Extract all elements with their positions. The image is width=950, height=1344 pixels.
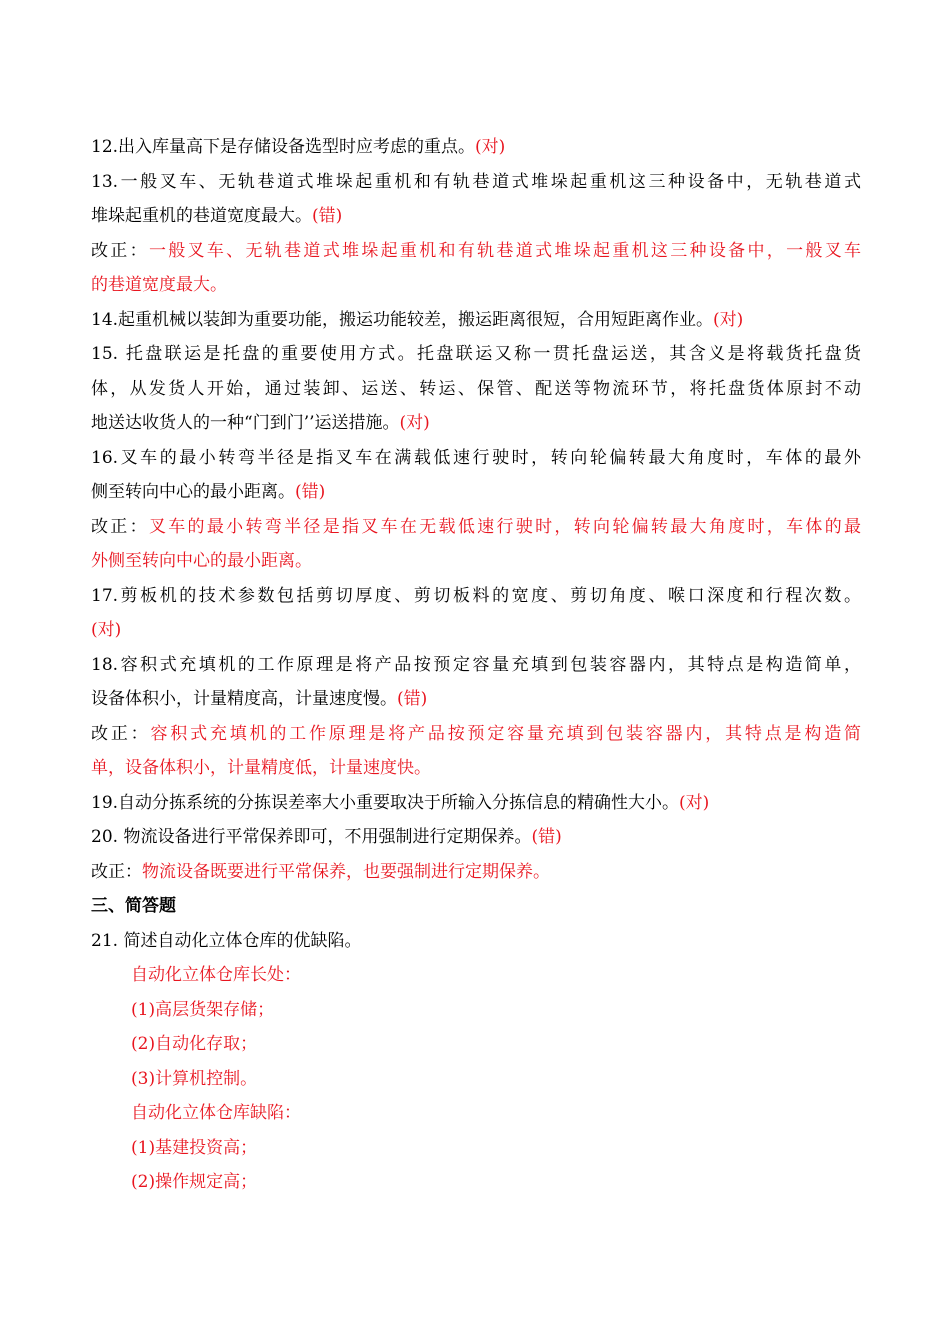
q17-answer: (对) — [91, 620, 122, 640]
q21-answer-disadvantages-title: 自动化立体仓库缺陷： — [131, 1103, 301, 1123]
correction-label: 改正： — [91, 723, 151, 744]
q20-correction-line: 改正：物流设备既要进行平常保养，也要强制进行定期保养。 — [91, 861, 550, 882]
q20-answer: (错) — [531, 827, 562, 847]
q16-answer: (错) — [295, 482, 326, 502]
q15-answer: (对) — [399, 413, 430, 433]
q18-line-2: 设备体积小，计量精度高，计量速度慢。(错) — [91, 689, 428, 709]
correction-label: 改正： — [91, 861, 142, 882]
section-heading: 三、简答题 — [91, 896, 176, 916]
q12-answer: (对) — [475, 137, 506, 157]
q13-line-2: 堆垛起重机的巷道宽度最大。(错) — [91, 206, 343, 226]
q13-correction-line-1: 改正：一般叉车、无轨巷道式堆垛起重机和有轨巷道式堆垛起重机这三种设备中，一般叉车 — [91, 240, 861, 261]
q21-advantage-3: (3)计算机控制。 — [131, 1068, 258, 1089]
q18-answer: (错) — [397, 689, 428, 709]
q19-answer: (对) — [679, 792, 710, 813]
q21-answer-advantages-title: 自动化立体仓库长处： — [131, 965, 301, 985]
q16-correction-line-1: 改正：叉车的最小转弯半径是指叉车在无载低速行驶时，转向轮偏转最大角度时，车体的最 — [91, 516, 861, 537]
correction-label: 改正： — [91, 240, 149, 261]
q13-correction-line-2: 的巷道宽度最大。 — [91, 275, 227, 295]
document-page — [91, 130, 861, 1200]
q14-line: 14.起重机械以装卸为重要功能，搬运功能较差，搬运距离很短，合用短距离作业。(对) — [91, 309, 744, 330]
q21-disadvantage-2: (2)操作规定高； — [131, 1172, 258, 1192]
q17-line-1: 17.剪板机的技术参数包括剪切厚度、剪切板料的宽度、剪切角度、喉口深度和行程次数。 — [91, 585, 861, 606]
q17-line-2 — [91, 613, 861, 648]
q18-correction-line-2: 单，设备体积小，计量精度低，计量速度快。 — [91, 758, 431, 778]
q21-line: 21. 简述自动化立体仓库的优缺陷。 — [91, 930, 362, 951]
q19-line: 19.自动分拣系统的分拣误差率大小重要取决于所输入分拣信息的精确性大小。(对) — [91, 792, 710, 813]
q20-line: 20. 物流设备进行平常保养即可，不用强制进行定期保养。(错) — [91, 827, 562, 847]
q16-line-1: 16.叉车的最小转弯半径是指叉车在满载低速行驶时，转向轮偏转最大角度时，车体的最外 — [91, 447, 861, 468]
q21-advantage-2: (2)自动化存取； — [131, 1034, 258, 1054]
q18-correction-line-1: 改正：容积式充填机的工作原理是将产品按预定容量充填到包装容器内，其特点是构造简 — [91, 723, 861, 744]
correction-label: 改正： — [91, 516, 149, 537]
q13-answer: (错) — [312, 206, 343, 226]
q15-line-2: 体，从发货人开始，通过装卸、运送、转运、保管、配送等物流环节，将托盘货体原封不动 — [91, 378, 861, 399]
q15-line-1: 15. 托盘联运是托盘的重要使用方式。托盘联运又称一贯托盘运送，其含义是将载货托盘货 — [91, 344, 861, 364]
q12-line: 12.出入库量高下是存储设备选型时应考虑的重点。(对) — [91, 137, 506, 157]
q16-line-2: 侧至转向中心的最小距离。(错) — [91, 482, 326, 502]
q21-advantage-1: (1)高层货架存储； — [131, 999, 275, 1020]
q15-line-3: 地送达收货人的一种“门到门’’运送措施。(对) — [91, 413, 430, 433]
q14-answer: (对) — [713, 309, 744, 330]
q16-correction-line-2: 外侧至转向中心的最小距离。 — [91, 551, 312, 571]
q13-line-1: 13.一般叉车、无轨巷道式堆垛起重机和有轨巷道式堆垛起重机这三种设备中，无轨巷道式 — [91, 171, 861, 192]
q21-disadvantage-1: (1)基建投资高； — [131, 1137, 258, 1158]
q18-line-1: 18.容积式充填机的工作原理是将产品按预定容量充填到包装容器内，其特点是构造简单， — [91, 654, 861, 675]
